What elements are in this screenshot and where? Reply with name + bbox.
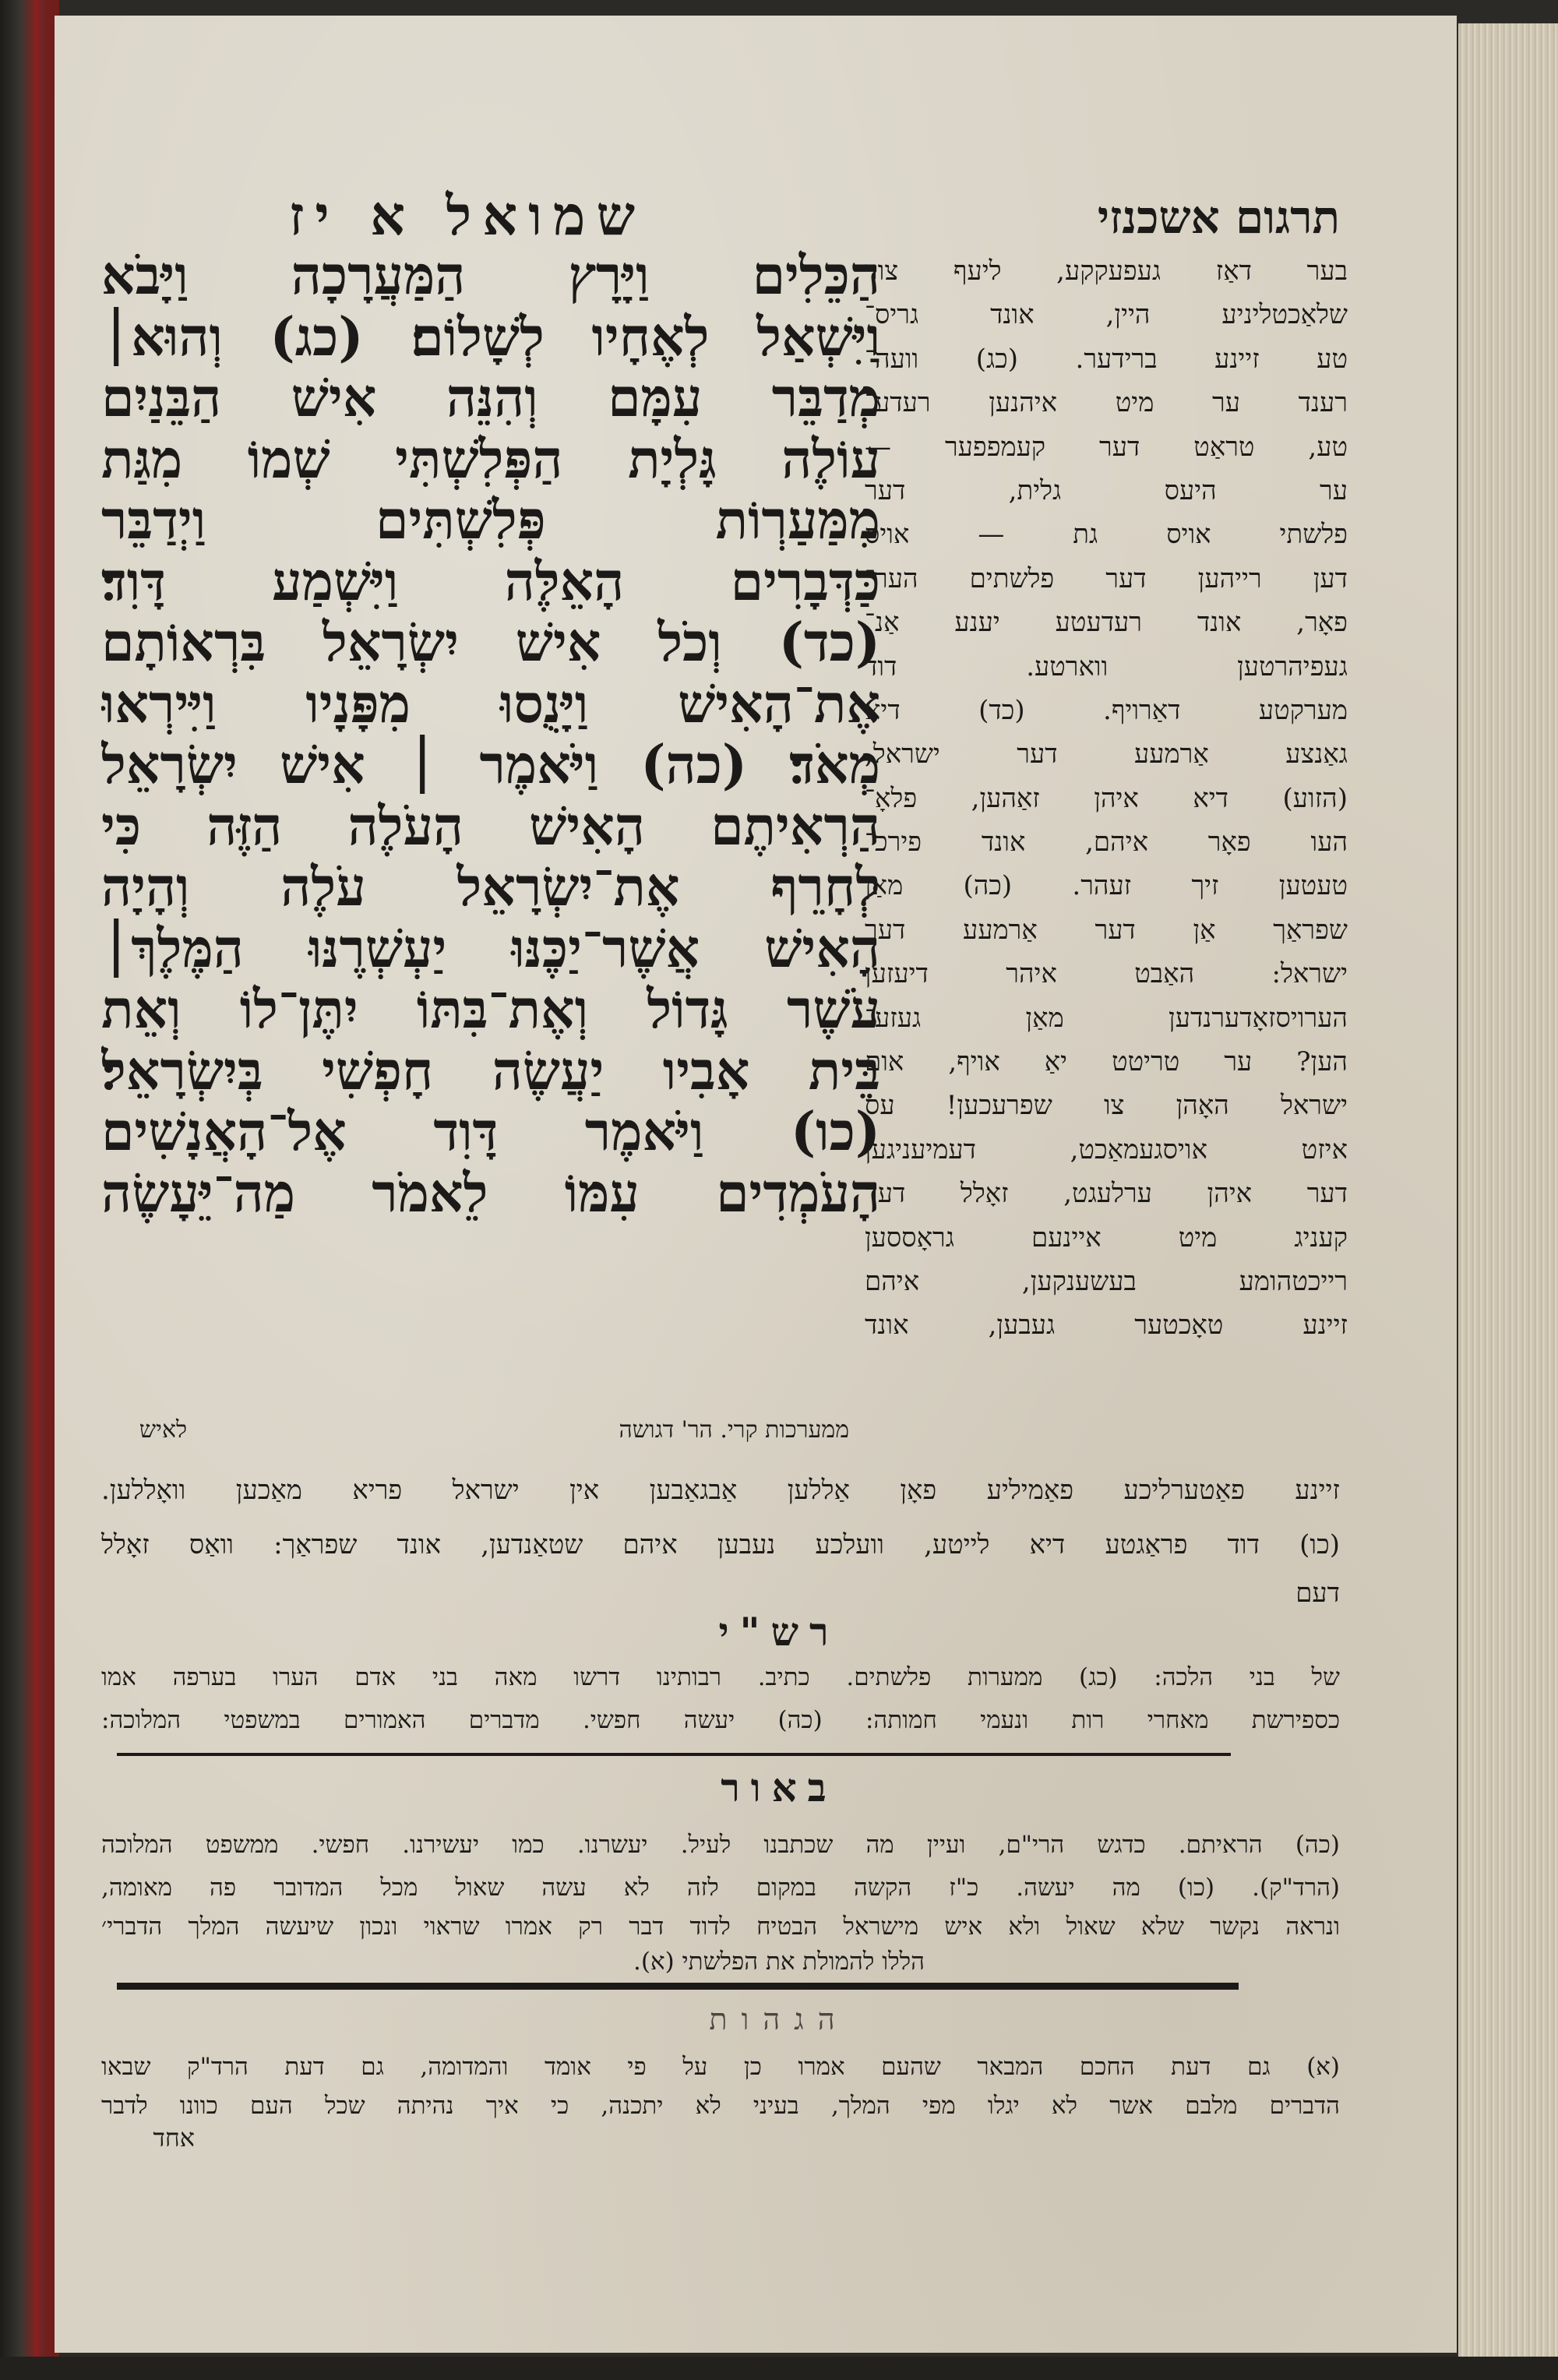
rashi-line: של בני הלכה: (כג) ממערות פלשתים. כתיב. רבותינו דרשו מאה בני אדם הערו בערפה אמו [101, 1663, 1340, 1691]
main-text-line: הָאִישׁ אֲשֶׁר־יַכֶּנּוּ יַעְשְׁרֶנּוּ הַמֶּלֶךְ׀ [101, 918, 880, 979]
main-text-line: מְאֹד׃ (כה) וַיֹּאמֶר ׀ אִישׁ יִשְׂרָאֵל [101, 735, 880, 796]
main-text-line: כַּדְּבָרִים הָאֵלֶּה וַיִּשְׁמַע דָּוִד׃ [101, 551, 880, 612]
translation-line: בער דאַז געפעקקע, ליעף צור [865, 256, 1348, 287]
translation-line: דען רייהען דער פלשתים הער־ [865, 562, 1348, 594]
translation-line: זיינע טאָכטער געבען, אונד [865, 1310, 1348, 1342]
translation-line: (הזוע) דיא איהן זאַהען, פלאָ־ [865, 782, 1348, 814]
translation-column [865, 249, 1348, 1348]
main-text-line: הָעֹמְדִים עִמּוֹ לֵאמֹר מַה־יֵּעָשֶׂה [101, 1162, 880, 1224]
main-text-column [101, 245, 880, 1224]
translation-line: ער היעס גלית, דער [865, 474, 1348, 506]
translation-line: שפראַך אַן דער אַרמעע דער [865, 914, 1348, 946]
main-text-line: עוֹלֶה גָּלְיָת הַפְּלִשְׁתִּי שְׁמוֹ מִגַּת [101, 428, 880, 490]
translation-line: פאָר, אונד רעדעטע יענע אַנ־ [865, 607, 1348, 639]
biur-line: (כה) הראיתם. כדגש הרי"ם, ועיין מה שכתבנו לעיל. יעשרנו. כמו יעשירנו. חפשי. ממשפט המלוכה [101, 1831, 1340, 1859]
translation-line: דער איהן ערלעגט, זאָלל דער [865, 1178, 1348, 1210]
main-text-line: (כד) וְכֹל אִישׁ יִשְׂרָאֵל בִּרְאוֹתָם [101, 612, 880, 674]
translation-line: ישראל האָהן צו שפרעכען! עס [865, 1090, 1348, 1122]
main-text-line: אֶת־הָאִישׁ וַיָּנֻסוּ מִפָּנָיו וַיִּירְאוּ [101, 673, 880, 735]
catchword-main: לאיש [139, 1416, 187, 1444]
biur-title: באור [721, 1765, 837, 1811]
keri-footnote: ממערכות קרי. הר' דגושה [619, 1416, 849, 1444]
translation-line: הערויסזאָדערנדען מאַן געזע־ [865, 1002, 1348, 1034]
main-text-line: (כו) וַיֹּאמֶר דָּוִד אֶל־הָאֲנָשִׁים [101, 1102, 880, 1163]
translation-full-line: (כו) דוד פראַגטע דיא לייטע, וועלכע נעבען איהם שטאַנדען, אונד שפראַך: וואַס זאָלל [101, 1529, 1340, 1560]
translation-line: טע זיינע ברידער. (כג) וועה־ [865, 343, 1348, 375]
translation-line: געפיהרטען ווארטע. דוד [865, 651, 1348, 682]
translation-line: גאַנצע אַרמעע דער ישראל, [865, 739, 1348, 770]
biur-line: הללו להמולת את הפלשתי (א). [633, 1948, 925, 1976]
translation-line: קעניג מיט איינעם גראָססען [865, 1222, 1348, 1253]
bottom-shadow [0, 2357, 1558, 2380]
main-text-line: עֹשֶׁר גָּדוֹל וְאֶת־בִּתּוֹ יִתֶּן־לוֹ וְאֵת [101, 979, 880, 1041]
translation-full-line: זיינע פאַטערליכע פאַמיליע פאָן אַללען אַבגאַבען אין ישראל פריא מאַכען וואָללען. [101, 1475, 1340, 1506]
main-text-line: מְדַבֵּר עִמָּם וְהִנֵּה אִישׁ הַבֵּנַיִם [101, 368, 880, 429]
translation-line: שלאַכטליניע היין, אונד גריס־ [865, 299, 1348, 331]
translation-line: איזט אויסגעמאַכט, דעמיעניגען [865, 1134, 1348, 1165]
catchword-translation: דעם [1295, 1578, 1340, 1609]
translation-line: מערקטע דאַרויף. (כד) דיא [865, 694, 1348, 726]
translation-line: רייכטהומע בעשענקען, איהם [865, 1265, 1348, 1297]
translation-line: פלשתי אויס גת — אויס [865, 519, 1348, 551]
translation-line: העו פאָר איהם, אונד פירכ־ [865, 827, 1348, 859]
rashi-title: רש"י [718, 1609, 840, 1655]
rashi-line: כספירשת מאחרי רות ונעמי חמותה: (כה) יעשה חפשי. מדברים האמורים במשפטי המלוכה: [101, 1706, 1340, 1734]
translation-line: הען? ער טריטט יאַ אויף, אום [865, 1046, 1348, 1078]
translation-line: רענד ער מיט איהנען רעדע־ [865, 387, 1348, 419]
main-text-line: מִמַּעַרְוֹת פְּלִשְׁתִּים וַיְדַבֵּר [101, 490, 880, 552]
main-text-line: בֵּית אָבִיו יַעֲשֶׂה חָפְשִׁי בְּיִשְׂרָאֵל׃ [101, 1040, 880, 1102]
translation-title: תרגום אשכנזי [1097, 191, 1340, 244]
biur-line: (הרד"ק). (כו) מה יעשה. כ"ז הקשה במקום לזה לא עשה שאול מכל המדובר פה מאומה, [101, 1874, 1340, 1902]
page-edges [1458, 23, 1558, 2361]
biur-line: ונראה נקשר שלא שאול ולא איש מישראל הבטיח לדוד דבר רק אמרו שראוי ונכון שיעשה המלך הדברי׳ [101, 1913, 1340, 1941]
section-divider [117, 1753, 1231, 1756]
hagahot-line: הדברים מלבם אשר לא יגלו מפי המלך, בעיני לא יתכנה, כי איך נהיתה שכל העם כוונו לדבר [101, 2092, 1340, 2120]
hagahot-line: (א) גם דעת החכם המבאר שהעם אמרו כן על פי אומד והמדומה, גם דעת הרד"ק שבאו [101, 2053, 1340, 2081]
translation-line: טע, טראַט דער קעמפפער — [865, 431, 1348, 463]
main-text-line: לְחָרֵף אֶת־יִשְׂרָאֵל עֹלֶה וְהָיָה [101, 857, 880, 919]
page-title: שמואל א יז [288, 183, 647, 248]
main-text-line: הַרְאִיתֶם הָאִישׁ הָעֹלֶה הַזֶּה כִּי [101, 795, 880, 857]
main-text-line: וַיִּשְׁאַל לְאֶחָיו לְשָׁלוֹם׃ (כג) וְהוּא׀ [101, 306, 880, 368]
hagahot-title: הגהות [709, 2002, 849, 2036]
section-divider-thick [117, 1983, 1239, 1990]
main-text-line: הַכֵּלִים וַיָּרָץ הַמַּעֲרָכָה וַיָּבֹא [101, 245, 880, 307]
translation-line: טעטען זיך זעהר. (כה) מאַן [865, 870, 1348, 902]
translation-line: ישראל: האַבט איהר דיעזען [865, 958, 1348, 990]
catchword-hagahot: אחד [153, 2123, 195, 2153]
